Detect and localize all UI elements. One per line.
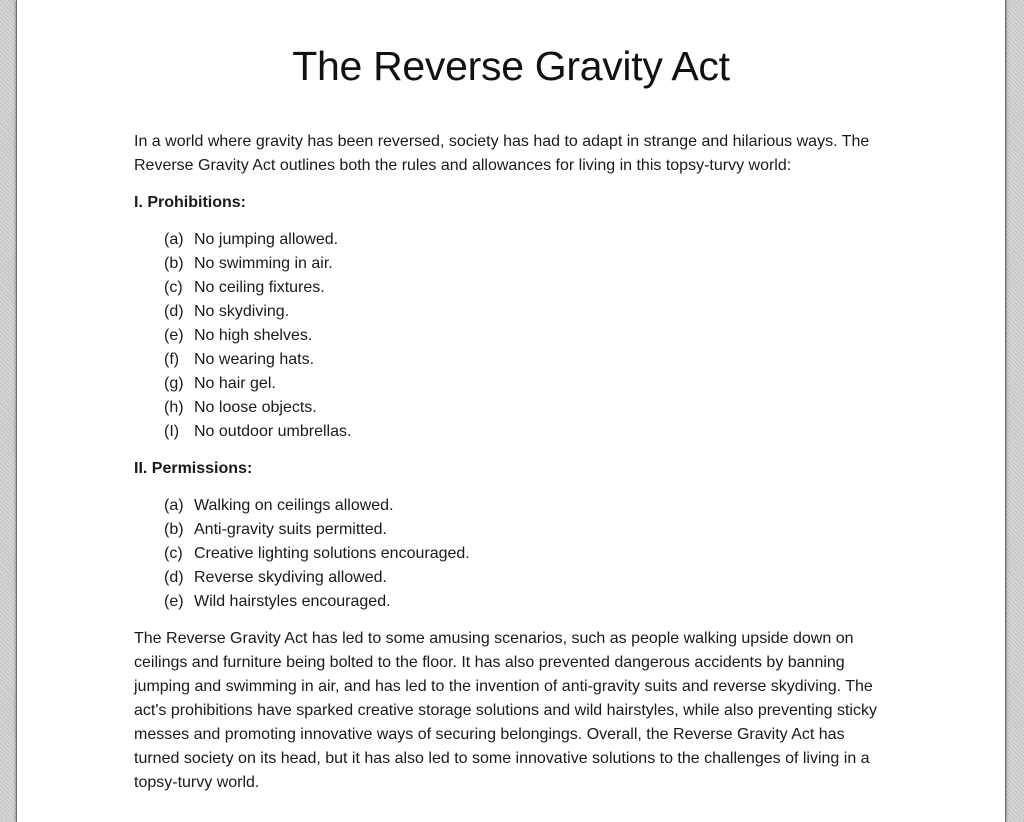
list-marker: (c) xyxy=(164,545,183,562)
list-marker: (d) xyxy=(164,569,184,586)
list-marker: (f) xyxy=(164,351,180,368)
list-marker: (e) xyxy=(164,593,184,610)
list-marker: (d) xyxy=(164,303,184,320)
list-item-text: No skydiving. xyxy=(194,303,290,320)
list-marker: (g) xyxy=(164,375,184,392)
list-item xyxy=(164,372,894,396)
list-item-text: No high shelves. xyxy=(194,327,313,344)
list-item-text: No ceiling fixtures. xyxy=(194,279,325,296)
document-title: The Reverse Gravity Act xyxy=(292,43,730,89)
prohibitions-list xyxy=(134,228,894,444)
list-item xyxy=(164,518,894,542)
list-item xyxy=(164,566,894,590)
list-marker: (a) xyxy=(164,231,184,248)
prohibitions-heading: I. Prohibitions: xyxy=(134,194,246,211)
list-item-text: No loose objects. xyxy=(194,399,317,416)
list-marker: (b) xyxy=(164,521,184,538)
list-item-text: No outdoor umbrellas. xyxy=(194,423,352,440)
list-marker: (a) xyxy=(164,497,184,514)
list-item-text: No jumping allowed. xyxy=(194,231,339,248)
permissions-heading: II. Permissions: xyxy=(134,460,253,477)
closing-paragraph: The Reverse Gravity Act has led to some amusing scenarios, such as people walking upside down on ceilings and furniture being bolted to the floor. It has also prevented dangerous accidents by banning jumping and swimming in air, and has led to the invention of anti-gravity suits and reverse skydiving. The act's prohibitions have sparked creative storage solutions and wild hairstyles, while also preventing sticky messes and promoting innovative ways of securing belongings. Overall, the Reverse Gravity Act has turned society on its head, but it has also led to some innovative solutions to the challenges of living in a topsy-turvy world. xyxy=(134,630,877,791)
document-body xyxy=(134,130,894,795)
list-item xyxy=(164,494,894,518)
list-item-text: No hair gel. xyxy=(194,375,276,392)
permissions-list xyxy=(134,494,894,614)
list-item xyxy=(164,396,894,420)
list-item xyxy=(164,300,894,324)
list-item xyxy=(164,276,894,300)
list-item xyxy=(164,348,894,372)
list-item-text: Wild hairstyles encouraged. xyxy=(194,593,391,610)
list-marker: (e) xyxy=(164,327,184,344)
list-item-text: Walking on ceilings allowed. xyxy=(194,497,394,514)
list-marker: (h) xyxy=(164,399,184,416)
list-item xyxy=(164,324,894,348)
list-marker: (c) xyxy=(164,279,183,296)
intro-paragraph: In a world where gravity has been reversed, society has had to adapt in strange and hilarious ways. The Reverse Gravity Act outlines both the rules and allowances for living in this topsy-turvy world: xyxy=(134,133,870,174)
list-item-text: Anti-gravity suits permitted. xyxy=(194,521,387,538)
list-item xyxy=(164,228,894,252)
list-item xyxy=(164,542,894,566)
document-page xyxy=(16,0,1006,822)
list-item xyxy=(164,590,894,614)
list-item-text: No swimming in air. xyxy=(194,255,333,272)
list-item-text: Creative lighting solutions encouraged. xyxy=(194,545,470,562)
list-marker: (I) xyxy=(164,423,180,440)
list-item-text: No wearing hats. xyxy=(194,351,315,368)
list-item xyxy=(164,420,894,444)
list-item-text: Reverse skydiving allowed. xyxy=(194,569,387,586)
list-item xyxy=(164,252,894,276)
list-marker: (b) xyxy=(164,255,184,272)
